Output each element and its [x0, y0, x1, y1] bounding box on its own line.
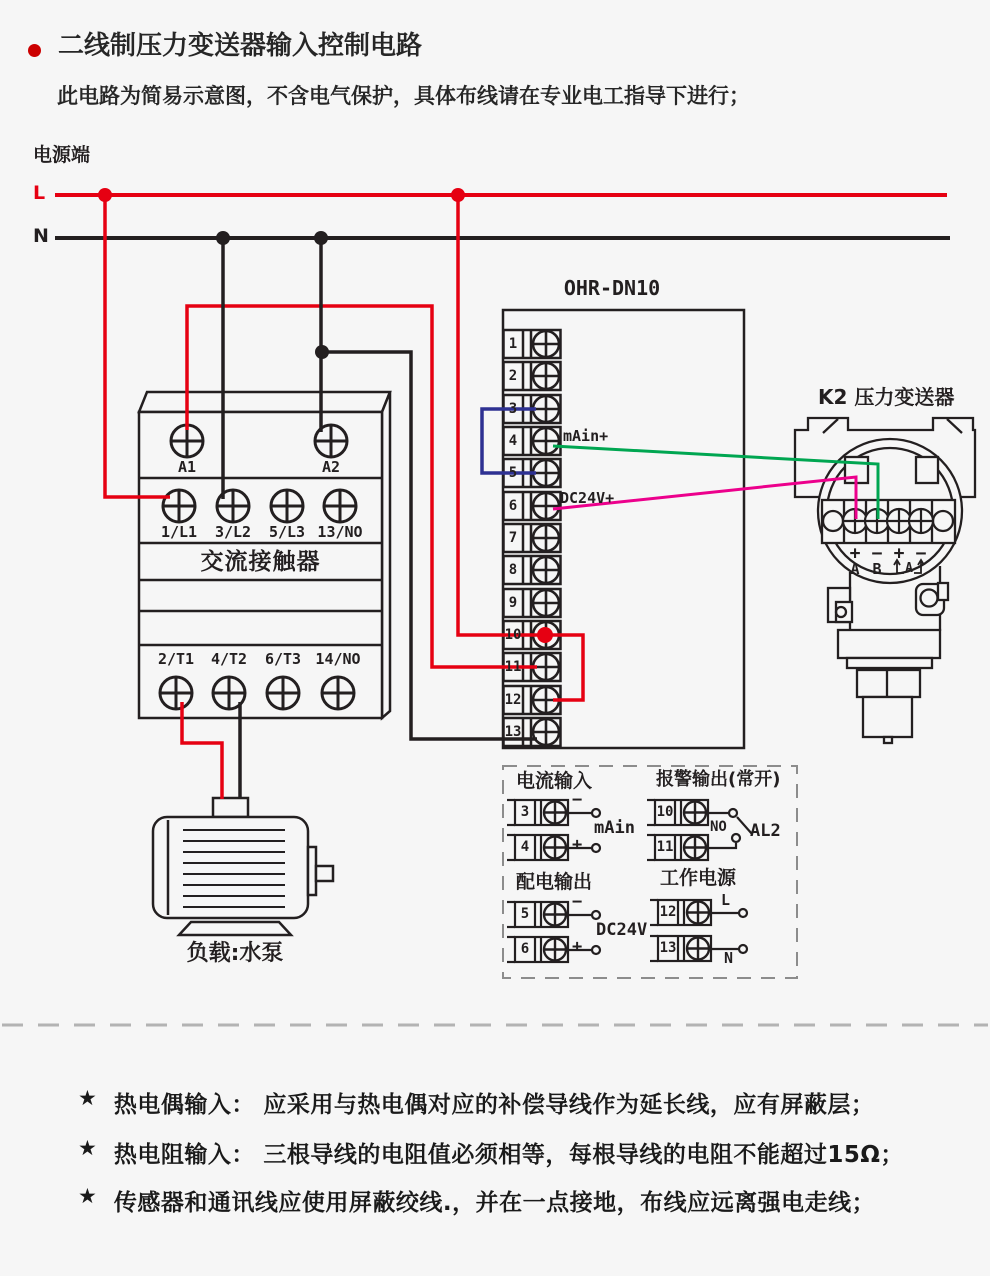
- contactor-terminal-2T1: 2/T1: [157, 650, 195, 668]
- contactor-terminal-6T3: 6/T3: [264, 650, 302, 668]
- contactor-terminal-4T2: 4/T2: [210, 650, 248, 668]
- panel-supply-sign-plus: +: [572, 937, 583, 957]
- panel-num-4: 4: [520, 839, 530, 855]
- panel-work-title: 工作电源: [660, 867, 737, 889]
- star-icon: ★: [78, 1086, 97, 1110]
- panel-supply-sign-minus: −: [572, 892, 583, 912]
- panel-num-3: 3: [520, 804, 530, 820]
- junction-dot: [315, 345, 329, 359]
- note-text: 传感器和通讯线应使用屏蔽绞线.，并在一点接地，布线应远离强电走线；: [113, 1190, 876, 1216]
- indicator-terminal-block: [503, 310, 744, 748]
- transmitter-meter-label: A: [905, 561, 913, 576]
- panel-num-6: 6: [520, 941, 530, 957]
- panel-main-label: mAin: [594, 818, 635, 838]
- transmitter-title: K2 压力变送器: [818, 385, 955, 409]
- page-subtitle: 此电路为简易示意图，不含电气保护，具体布线请在专业电工指导下进行；: [57, 84, 750, 108]
- line-N-label: N: [33, 225, 49, 247]
- star-icon: ★: [78, 1184, 97, 1208]
- terminal-number-12: 12: [504, 692, 522, 708]
- transmitter-letter-A: A: [850, 560, 860, 578]
- transmitter-drawing: [795, 418, 975, 743]
- transmitter-sign-2: −: [871, 543, 883, 564]
- terminal-number-11: 11: [504, 659, 522, 675]
- wire-L-to-terminal10: [458, 195, 540, 635]
- panel-current-sign-minus: −: [572, 790, 583, 810]
- contactor-name: 交流接触器: [200, 549, 321, 575]
- motor-drawing: [153, 798, 333, 935]
- contactor-terminal-14NO: 14/NO: [315, 650, 361, 668]
- panel-N-label: N: [724, 949, 734, 967]
- terminal-number-13: 13: [504, 724, 522, 740]
- terminal-number-1: 1: [508, 336, 518, 352]
- note-row: [78, 1086, 874, 1119]
- panel-no-label: NO: [710, 819, 727, 835]
- indicator-title: OHR-DN10: [563, 276, 661, 300]
- terminal-number-7: 7: [508, 530, 518, 546]
- panel-current-title: 电流输入: [516, 770, 593, 792]
- panel-num-12: 12: [659, 904, 677, 920]
- contactor-terminal-5L3: 5/L3: [268, 523, 306, 541]
- screw-terminal-icon: [163, 490, 195, 522]
- terminal-number-6: 6: [508, 498, 518, 514]
- terminal-number-4: 4: [508, 433, 518, 449]
- panel-supply-title: 配电输出: [516, 871, 593, 893]
- contactor-terminal-1L1: 1/L1: [160, 523, 198, 541]
- star-icon: ★: [78, 1136, 97, 1160]
- terminal-number-3: 3: [508, 401, 518, 417]
- line-L-label: L: [33, 182, 46, 204]
- screw-terminal-icon: [322, 677, 354, 709]
- panel-current-sign-plus: +: [572, 835, 583, 855]
- junction-dot: [314, 231, 328, 245]
- screw-terminal-icon: [271, 490, 303, 522]
- panel-dc24v-label: DC24V: [596, 920, 648, 940]
- contactor-terminal-13NO: 13/NO: [317, 523, 363, 541]
- terminal-number-8: 8: [508, 562, 518, 578]
- note-row: [78, 1184, 875, 1217]
- contactor-terminal-A2: A2: [321, 458, 341, 476]
- junction-dot: [216, 231, 230, 245]
- transmitter-letter-B: B: [872, 560, 882, 578]
- terminal-number-10: 10: [504, 627, 522, 643]
- note-text: 热电阻输入： 三根导线的电阻值必须相等，每根导线的电阻不能超过15Ω；: [113, 1142, 904, 1168]
- terminal-number-5: 5: [508, 465, 518, 481]
- contactor-terminal-3L2: 3/L2: [214, 523, 252, 541]
- transmitter-sign-3: +: [893, 543, 905, 564]
- panel-alarm-title: 报警输出(常开): [656, 769, 781, 790]
- junction-dot: [451, 188, 465, 202]
- note-text: 热电偶输入： 应采用与热电偶对应的补偿导线作为延长线，应有屏蔽层；: [113, 1092, 875, 1118]
- panel-num-11: 11: [656, 839, 674, 855]
- transmitter-sign-4: −: [915, 543, 927, 564]
- panel-num-10: 10: [656, 804, 674, 820]
- screw-terminal-icon: [267, 677, 299, 709]
- panel-al2-label: AL2: [750, 821, 781, 841]
- note-row: [78, 1136, 904, 1169]
- terminal-number-9: 9: [508, 595, 518, 611]
- contactor-terminal-A1: A1: [177, 458, 197, 476]
- main-plus-label: mAin+: [563, 427, 609, 445]
- screw-terminal-icon: [324, 490, 356, 522]
- junction-dot: [537, 627, 553, 643]
- title-bullet-icon: [28, 44, 41, 57]
- power-header: 电源端: [33, 144, 91, 166]
- panel-num-5: 5: [520, 906, 530, 922]
- terminal-number-2: 2: [508, 368, 518, 384]
- screw-terminal-icon: [909, 509, 933, 533]
- screw-terminal-icon: [160, 677, 192, 709]
- page-title: 二线制压力变送器输入控制电路: [58, 31, 423, 61]
- dc24v-plus-label: DC24V+: [560, 489, 615, 507]
- panel-L-label: L: [721, 891, 731, 909]
- screw-terminal-icon: [887, 509, 911, 533]
- load-label: 负载:水泵: [186, 941, 284, 966]
- panel-num-13: 13: [659, 940, 677, 956]
- transmitter-sign-1: +: [849, 543, 861, 564]
- junction-dot: [98, 188, 112, 202]
